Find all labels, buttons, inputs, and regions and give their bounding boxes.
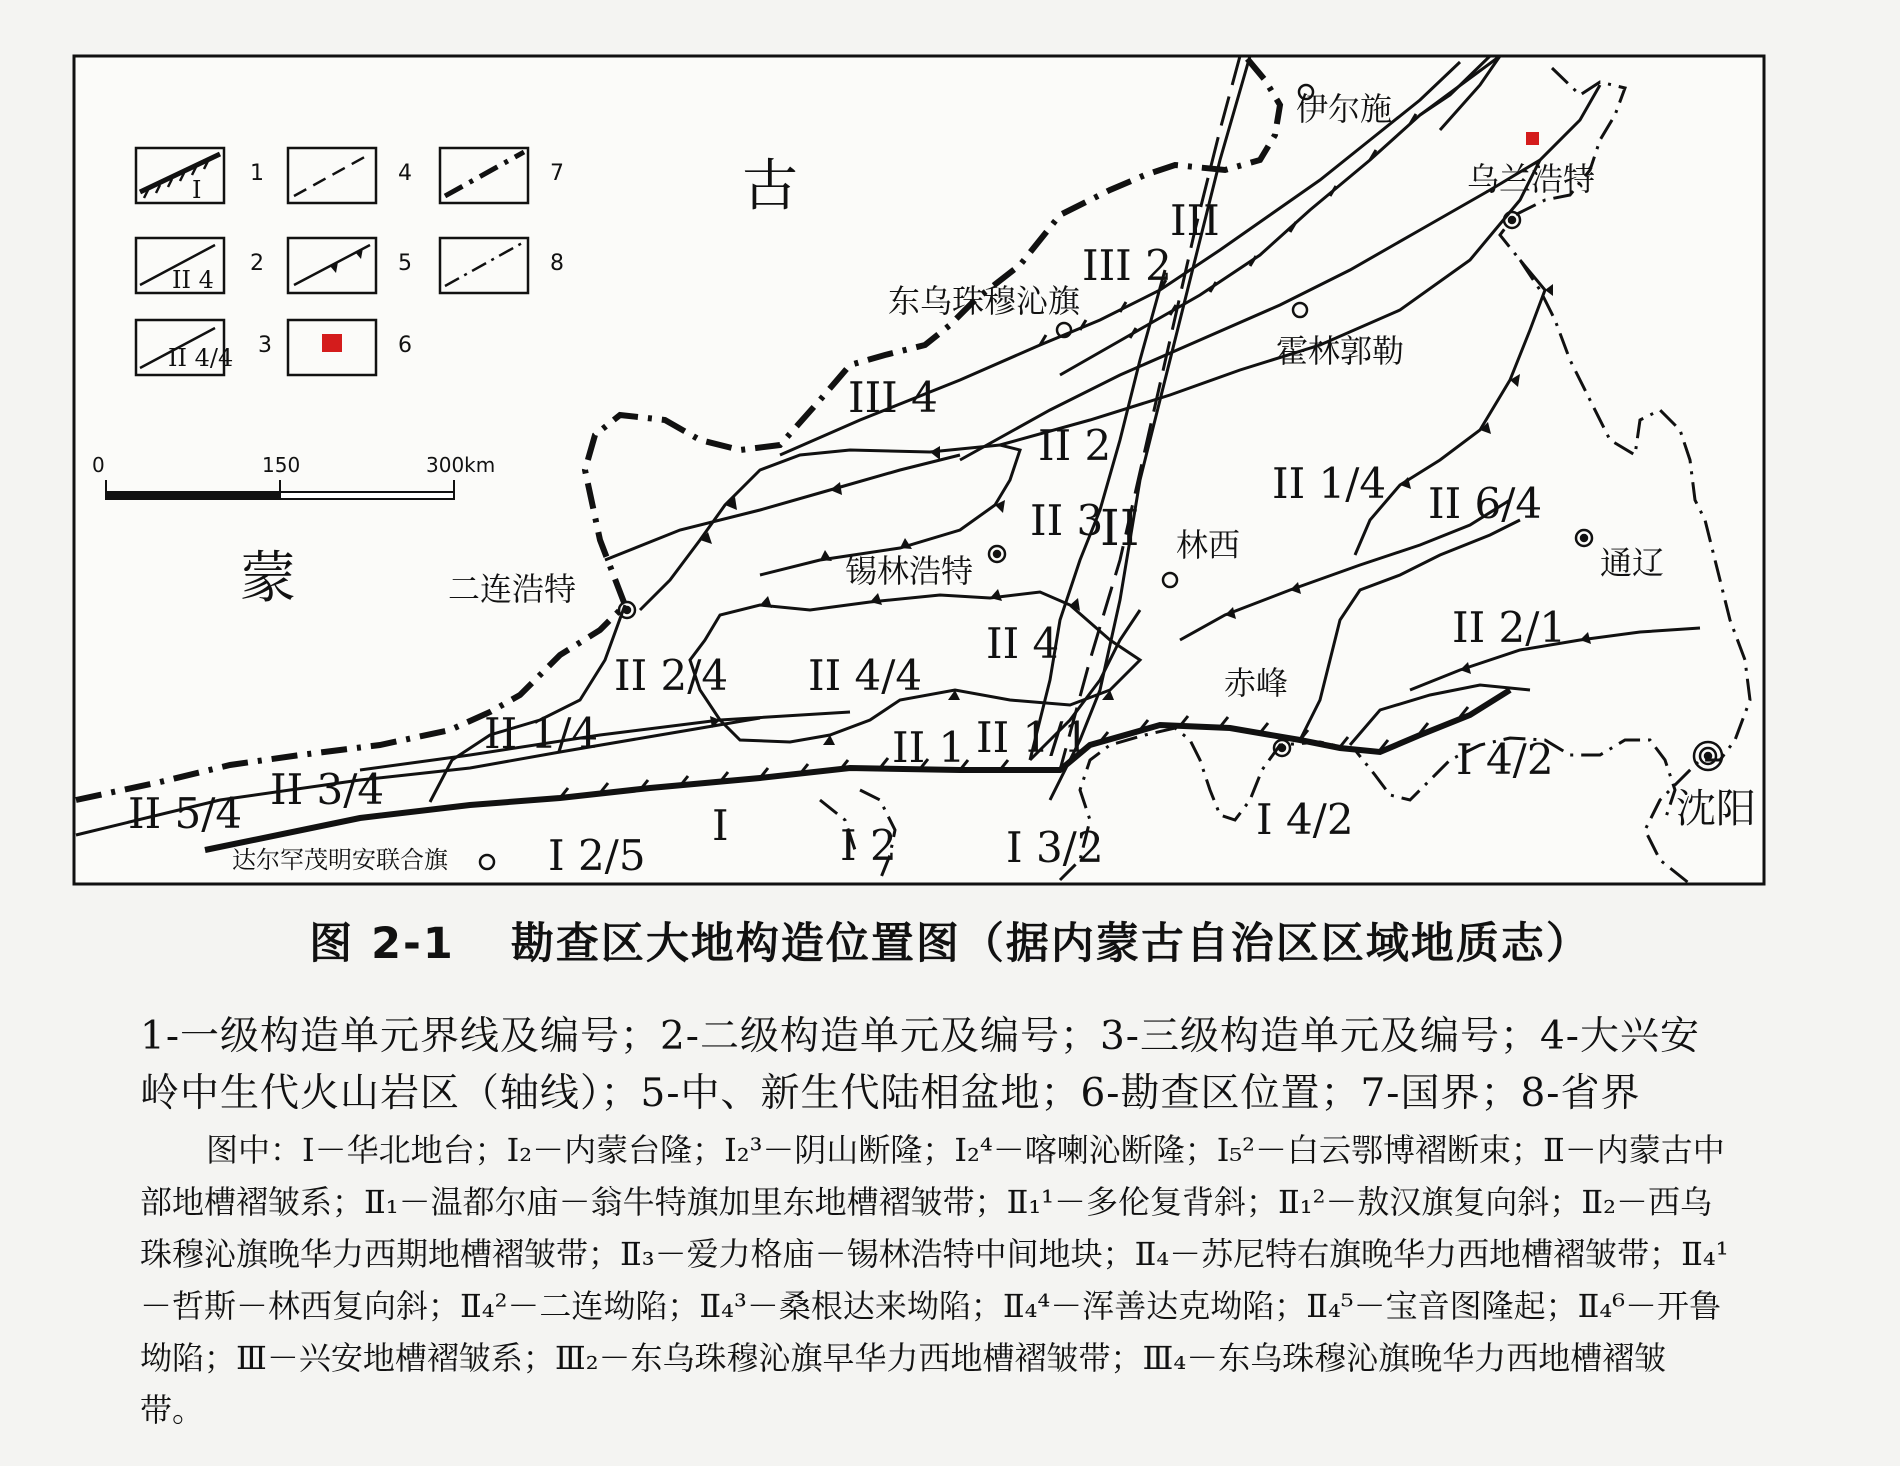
label-meng: 蒙 <box>240 546 296 611</box>
legend-num-1: 1 <box>250 161 264 186</box>
label-shenyang: 沈阳 <box>1676 786 1756 832</box>
label-linxi: 林西 <box>1176 526 1241 564</box>
legend-sym-1: I <box>192 176 202 204</box>
legend-num-7: 7 <box>550 161 564 186</box>
unit-ii3: II 3 <box>1030 496 1104 545</box>
legend-sym-3: II 4/4 <box>168 344 234 372</box>
unit-ii21: II 2/1 <box>1452 603 1567 652</box>
label-chifeng: 赤峰 <box>1224 664 1289 702</box>
caption-notes-text: 图中：Ⅰ－华北地台；Ⅰ₂－内蒙台隆；Ⅰ₂³－阴山断隆；Ⅰ₂⁴－喀喇沁断隆；Ⅰ₅²－白云鄂博褶断束；Ⅱ－内蒙古中部地槽褶皱系；Ⅱ₁－温都尔庙－翁牛特旗加里东地槽褶皱带；Ⅱ₁¹－多伦复背斜；Ⅱ₁²－敖汉旗复向斜；Ⅱ₂－西乌珠穆沁旗晚华力西期地槽褶皱带；Ⅱ₃－爱力格庙－锡林浩特中间地块；Ⅱ₄－苏尼特右旗晚华力西地槽褶皱带；Ⅱ₄¹－哲斯－林西复向斜；Ⅱ₄²－二连坳陷；Ⅱ₄³－桑根达来坳陷；Ⅱ₄⁴－浑善达克坳陷；Ⅱ₄⁵－宝音图隆起；Ⅱ₄⁶－开鲁坳陷；Ⅲ－兴安地槽褶皱系；Ⅲ₂－东乌珠穆沁旗早华力西地槽褶皱带；Ⅲ₄－东乌珠穆沁旗晚华力西地槽褶皱带。 <box>140 1131 1729 1429</box>
figure-title-text: 勘查区大地构造位置图（据内蒙古自治区区域地质志） <box>510 919 1591 969</box>
legend-num-4: 4 <box>398 161 412 186</box>
unit-ii64: II 6/4 <box>1428 479 1543 528</box>
unit-iii: III <box>1170 196 1220 245</box>
unit-iii4: III 4 <box>848 373 938 422</box>
legend-num-5: 5 <box>398 251 412 276</box>
unit-ii4: II 4 <box>986 619 1060 668</box>
caption-legend: 1-一级构造单元界线及编号；2-二级构造单元及编号；3-三级构造单元及编号；4-大兴安岭中生代火山岩区（轴线）；5-中、新生代陆相盆地；6-勘查区位置；7-国界；8-省界 <box>140 1014 1700 1116</box>
unit-ii1: II 1 <box>892 723 966 772</box>
survey-area-marker <box>1526 132 1539 145</box>
unit-i42b: I 4/2 <box>1456 735 1554 784</box>
unit-ii2: II 2 <box>1038 421 1112 470</box>
legend-num-2: 2 <box>250 251 264 276</box>
label-gu: 古 <box>742 154 798 219</box>
legend-num-8: 8 <box>550 251 564 276</box>
scale-tick-300: 300km <box>426 453 496 477</box>
unit-i: I <box>712 801 729 850</box>
legend-sym-2: II 4 <box>172 266 214 294</box>
unit-ii54: II 5/4 <box>128 789 243 838</box>
label-huolinguole: 霍林郭勒 <box>1276 332 1405 370</box>
unit-i42a: I 4/2 <box>1256 795 1354 844</box>
scale-tick-0: 0 <box>92 453 105 477</box>
unit-iii2: III 2 <box>1082 241 1172 290</box>
unit-i32: I 3/2 <box>1006 823 1104 872</box>
unit-i25: I 2/5 <box>548 831 646 880</box>
unit-ii14b: II 1/4 <box>484 709 599 758</box>
label-xilinhaote: 锡林浩特 <box>845 552 974 590</box>
unit-ii44: II 4/4 <box>808 651 923 700</box>
unit-ii11: II 1/1 <box>976 713 1091 762</box>
label-dongwuzhu: 东乌珠穆沁旗 <box>888 282 1081 320</box>
label-tongliao: 通辽 <box>1600 544 1665 582</box>
unit-ii14: II 1/4 <box>1272 459 1387 508</box>
figure-title <box>0 910 1900 971</box>
label-wulanhaote: 乌兰浩特 <box>1467 160 1596 198</box>
legend-num-3: 3 <box>258 333 272 358</box>
unit-i2: I 2 <box>840 821 897 870</box>
figure-number: 图 2-1 <box>309 919 455 969</box>
legend-num-6: 6 <box>398 333 412 358</box>
legend-survey-marker <box>322 334 342 352</box>
caption-notes <box>140 1124 1730 1436</box>
label-yierhi: 伊尔施 <box>1296 90 1393 128</box>
scale-tick-150: 150 <box>262 453 301 477</box>
unit-ii24: II 2/4 <box>614 651 729 700</box>
label-erlianhaote: 二连浩特 <box>448 570 577 608</box>
label-damao: 达尔罕茂明安联合旗 <box>232 846 448 874</box>
unit-ii-big: II <box>1100 499 1140 557</box>
unit-ii34: II 3/4 <box>270 765 385 814</box>
